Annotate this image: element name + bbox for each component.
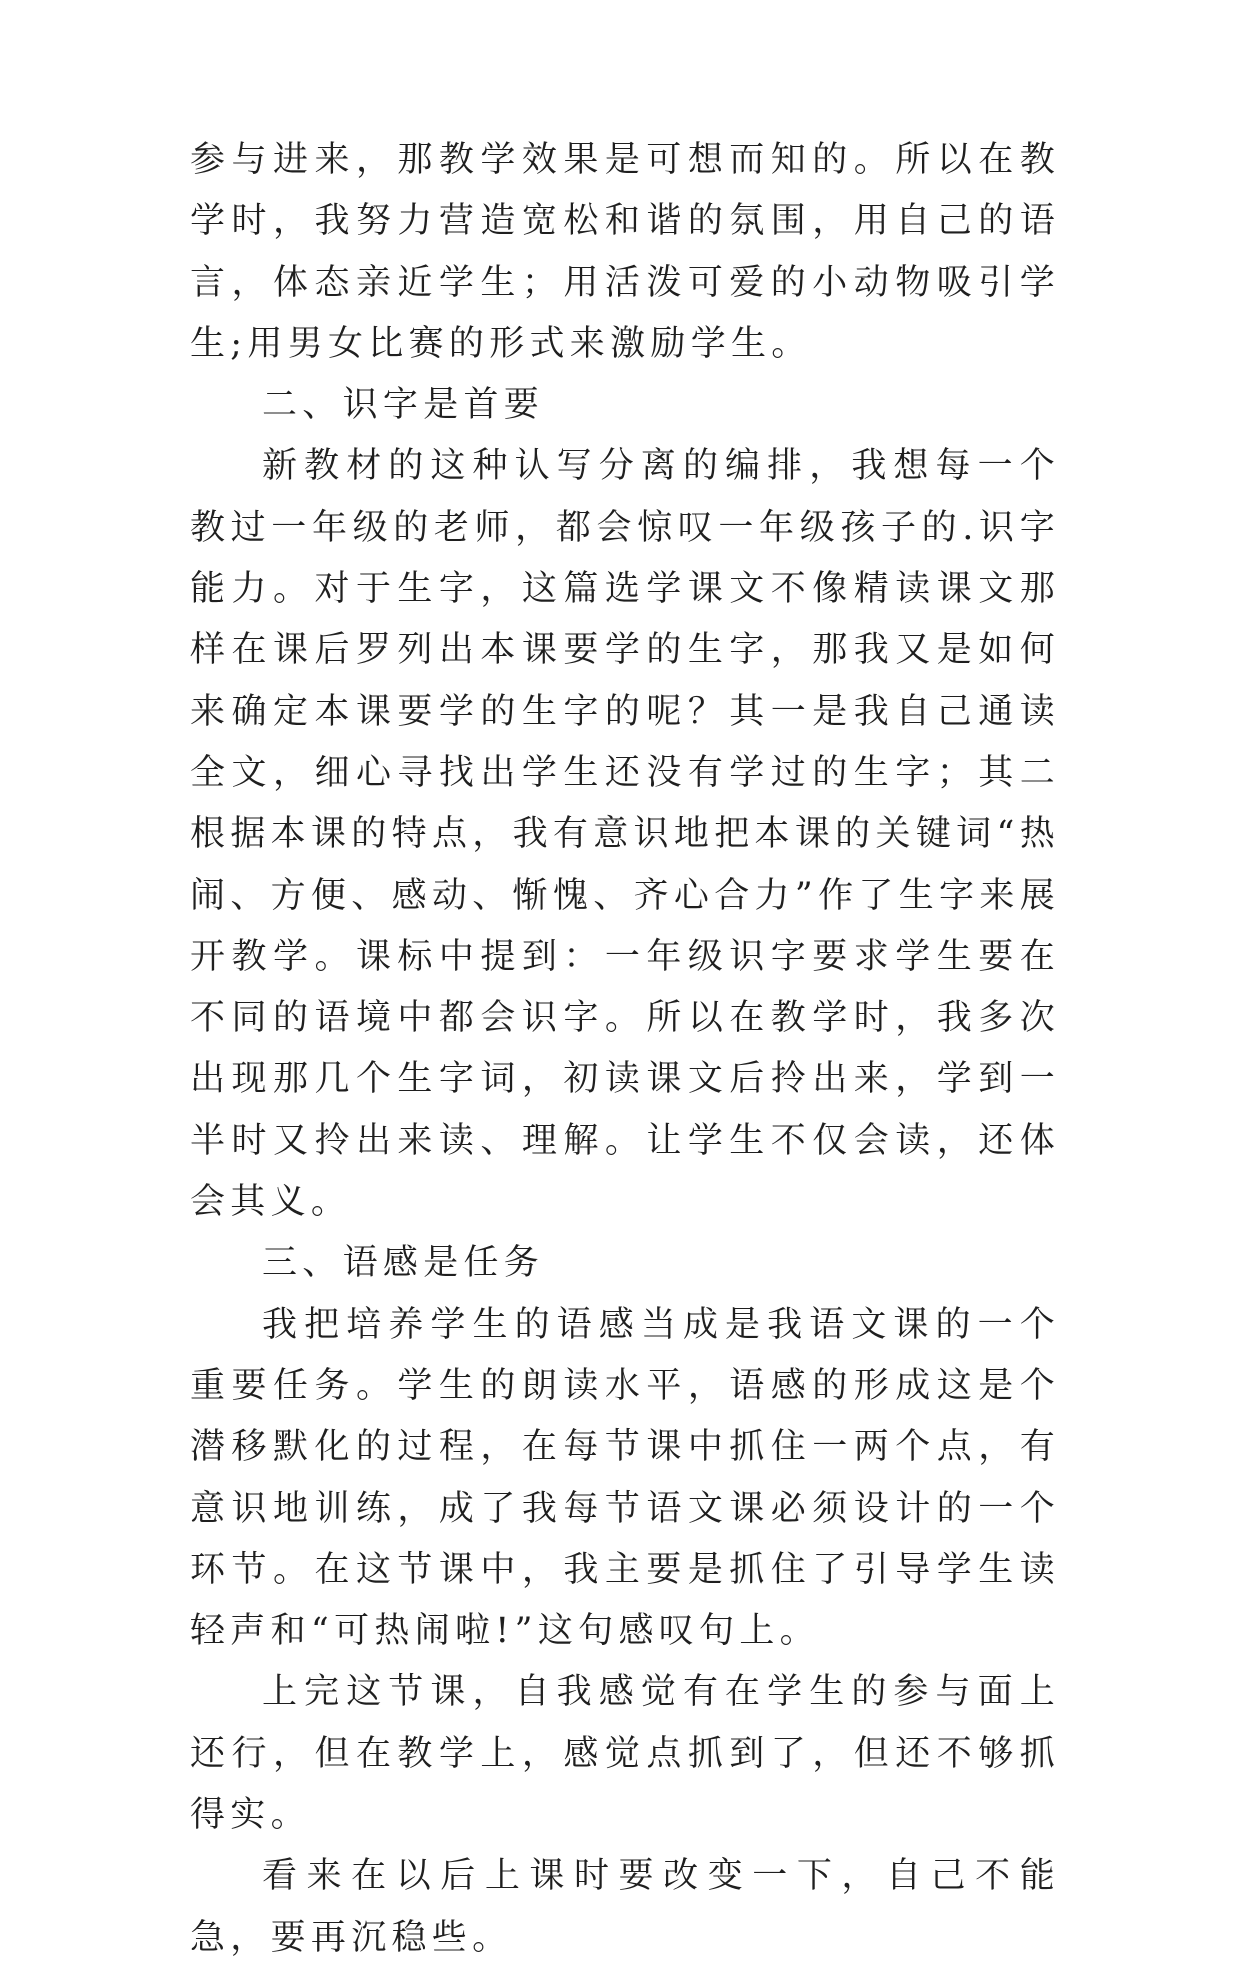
paragraph-language-sense: 我把培养学生的语感当成是我语文课的一个重要任务。学生的朗读水平，语感的形成这是个潜移默化的过程，在每节课中抓住一两个点，有意识地训练，成了我每节语文课必须设计的一个环节。在这节课中，我主要是抓住了引导学生读轻声和“可热闹啦!”这句感叹句上。: [190, 1304, 1060, 1652]
section-heading-literacy: 二、识字是首要: [262, 385, 545, 426]
paragraph-conclusion: 看来在以后上课时要改变一下，自己不能急，要再沉稳些。: [190, 1856, 1060, 1958]
section-heading-language-sense: 三、语感是任务: [262, 1243, 545, 1284]
paragraph-continued: 参与进来，那教学效果是可想而知的。所以在教学时，我努力营造宽松和谐的氛围，用自己的语言，体态亲近学生；用活泼可爱的小动物吸引学生;用男女比赛的形式来激励学生。: [190, 140, 1060, 364]
document-page: [190, 130, 1060, 1969]
paragraph-reflection: 上完这节课，自我感觉有在学生的参与面上还行，但在教学上，感觉点抓到了，但还不够抓得实。: [190, 1672, 1060, 1836]
paragraph-literacy: 新教材的这种认写分离的编排，我想每一个教过一年级的老师，都会惊叹一年级孩子的.识字能力。对于生字，这篇选学课文不像精读课文那样在课后罗列出本课要学的生字，那我又是如何来确定本课要学的生字的呢？其一是我自己通读全文，细心寻找出学生还没有学过的生字；其二根据本课的特点，我有意识地把本课的关键词“热闹、方便、感动、惭愧、齐心合力”作了生字来展开教学。课标中提到：一年级识字要求学生要在不同的语境中都会识字。所以在教学时，我多次出现那几个生字词，初读课文后拎出来，学到一半时又拎出来读、理解。让学生不仅会读，还体会其义。: [190, 446, 1060, 1223]
